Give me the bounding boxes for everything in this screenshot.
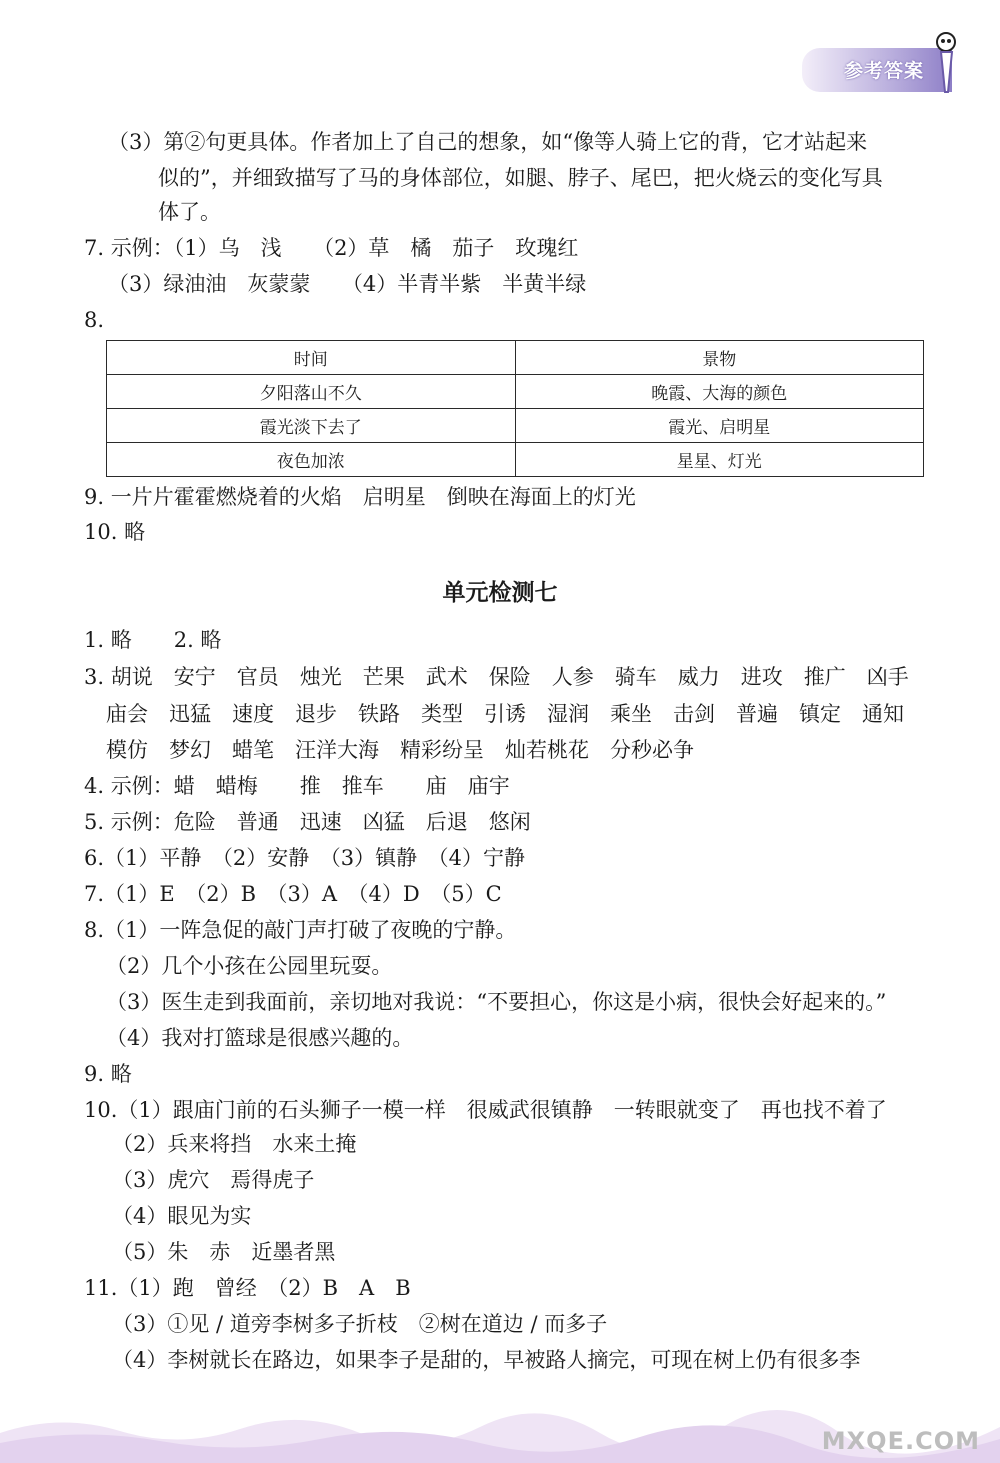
table-row [107,375,924,409]
answer-line: （2）几个小孩在公园里玩耍。 [106,954,393,978]
answer-line: （4）我对打篮球是很感兴趣的。 [106,1026,414,1050]
section-title: 单元检测七 [442,580,558,606]
answer-line: 8. [84,308,105,332]
answer-line: 8.（1）一阵急促的敲门声打破了夜晚的宁静。 [84,918,517,942]
table-cell: 夜色加浓 [107,443,516,477]
answer-line: 体了。 [158,200,221,224]
answer-line: 11.（1）跑 曾经 （2）B A B [84,1276,411,1300]
answer-line: 7.（1）E （2）B （3）A （4）D （5）C [84,882,502,906]
site-watermark: MXQE.COM [821,1427,980,1455]
answer-line: 9. 一片片霍霍燃烧着的火焰 启明星 倒映在海面上的灯光 [84,485,636,509]
answer-line: 5. 示例：危险 普通 迅速 凶猛 后退 悠闲 [84,810,531,834]
answer-line: （3）绿油油 灰蒙蒙 （4）半青半紫 半黄半绿 [108,272,587,296]
table-cell: 晚霞、大海的颜色 [515,375,924,409]
answer-line: 似的”，并细致描写了马的身体部位，如腿、脖子、尾巴，把火烧云的变化写具 [158,166,883,190]
answer-line: 模仿 梦幻 蜡笔 汪洋大海 精彩纷呈 灿若桃花 分秒必争 [106,738,694,762]
answer-line: （3）①见 / 道旁李树多子折枝 ②树在道边 / 而多子 [112,1312,608,1336]
table-row [107,409,924,443]
answer-line: 6.（1）平静 （2）安静 （3）镇静 （4）宁静 [84,846,525,870]
table-row [107,443,924,477]
table-header-cell: 时间 [107,341,516,375]
answer-line: 3. 胡说 安宁 官员 烛光 芒果 武术 保险 人参 骑车 威力 进攻 推广 凶手 [84,665,909,689]
pencil-mascot-icon [924,30,964,100]
header-badge-label: 参考答案 [843,60,924,82]
answer-line: 庙会 迅猛 速度 退步 铁路 类型 引诱 湿润 乘坐 击剑 普遍 镇定 通知 [106,702,904,726]
answer-line: （2）兵来将挡 水来土掩 [112,1132,357,1156]
answer-line: 10. 略 [84,520,146,544]
answer-line: 7. 示例：（1）乌 浅 （2）草 橘 茄子 玫瑰红 [84,236,579,260]
table-cell: 夕阳落山不久 [107,375,516,409]
answer-line: 9. 略 [84,1062,132,1086]
answer-line: （3）虎穴 焉得虎子 [112,1168,315,1192]
answer-line: （4）李树就长在路边，如果李子是甜的，早被路人摘完，可现在树上仍有很多李 [112,1348,861,1372]
time-scenery-table [106,340,924,477]
table-header-row [107,341,924,375]
answer-line: （5）朱 赤 近墨者黑 [112,1240,336,1264]
answer-line: （3）医生走到我面前，亲切地对我说：“不要担心，你这是小病，很快会好起来的。” [106,990,887,1014]
answer-line: 1. 略 2. 略 [84,628,222,652]
table-cell: 星星、灯光 [515,443,924,477]
answer-line: （4）眼见为实 [112,1204,252,1228]
answer-line: （3）第②句更具体。作者加上了自己的想象，如“像等人骑上它的背，它才站起来 [108,130,868,154]
table-header-cell: 景物 [515,341,924,375]
answer-line: 10.（1）跟庙门前的石头狮子一模一样 很威武很镇静 一转眼就变了 再也找不着了 [84,1098,887,1122]
table-cell: 霞光、启明星 [515,409,924,443]
answer-line: 4. 示例：蜡 蜡梅 推 推车 庙 庙宇 [84,774,510,798]
table-cell: 霞光淡下去了 [107,409,516,443]
